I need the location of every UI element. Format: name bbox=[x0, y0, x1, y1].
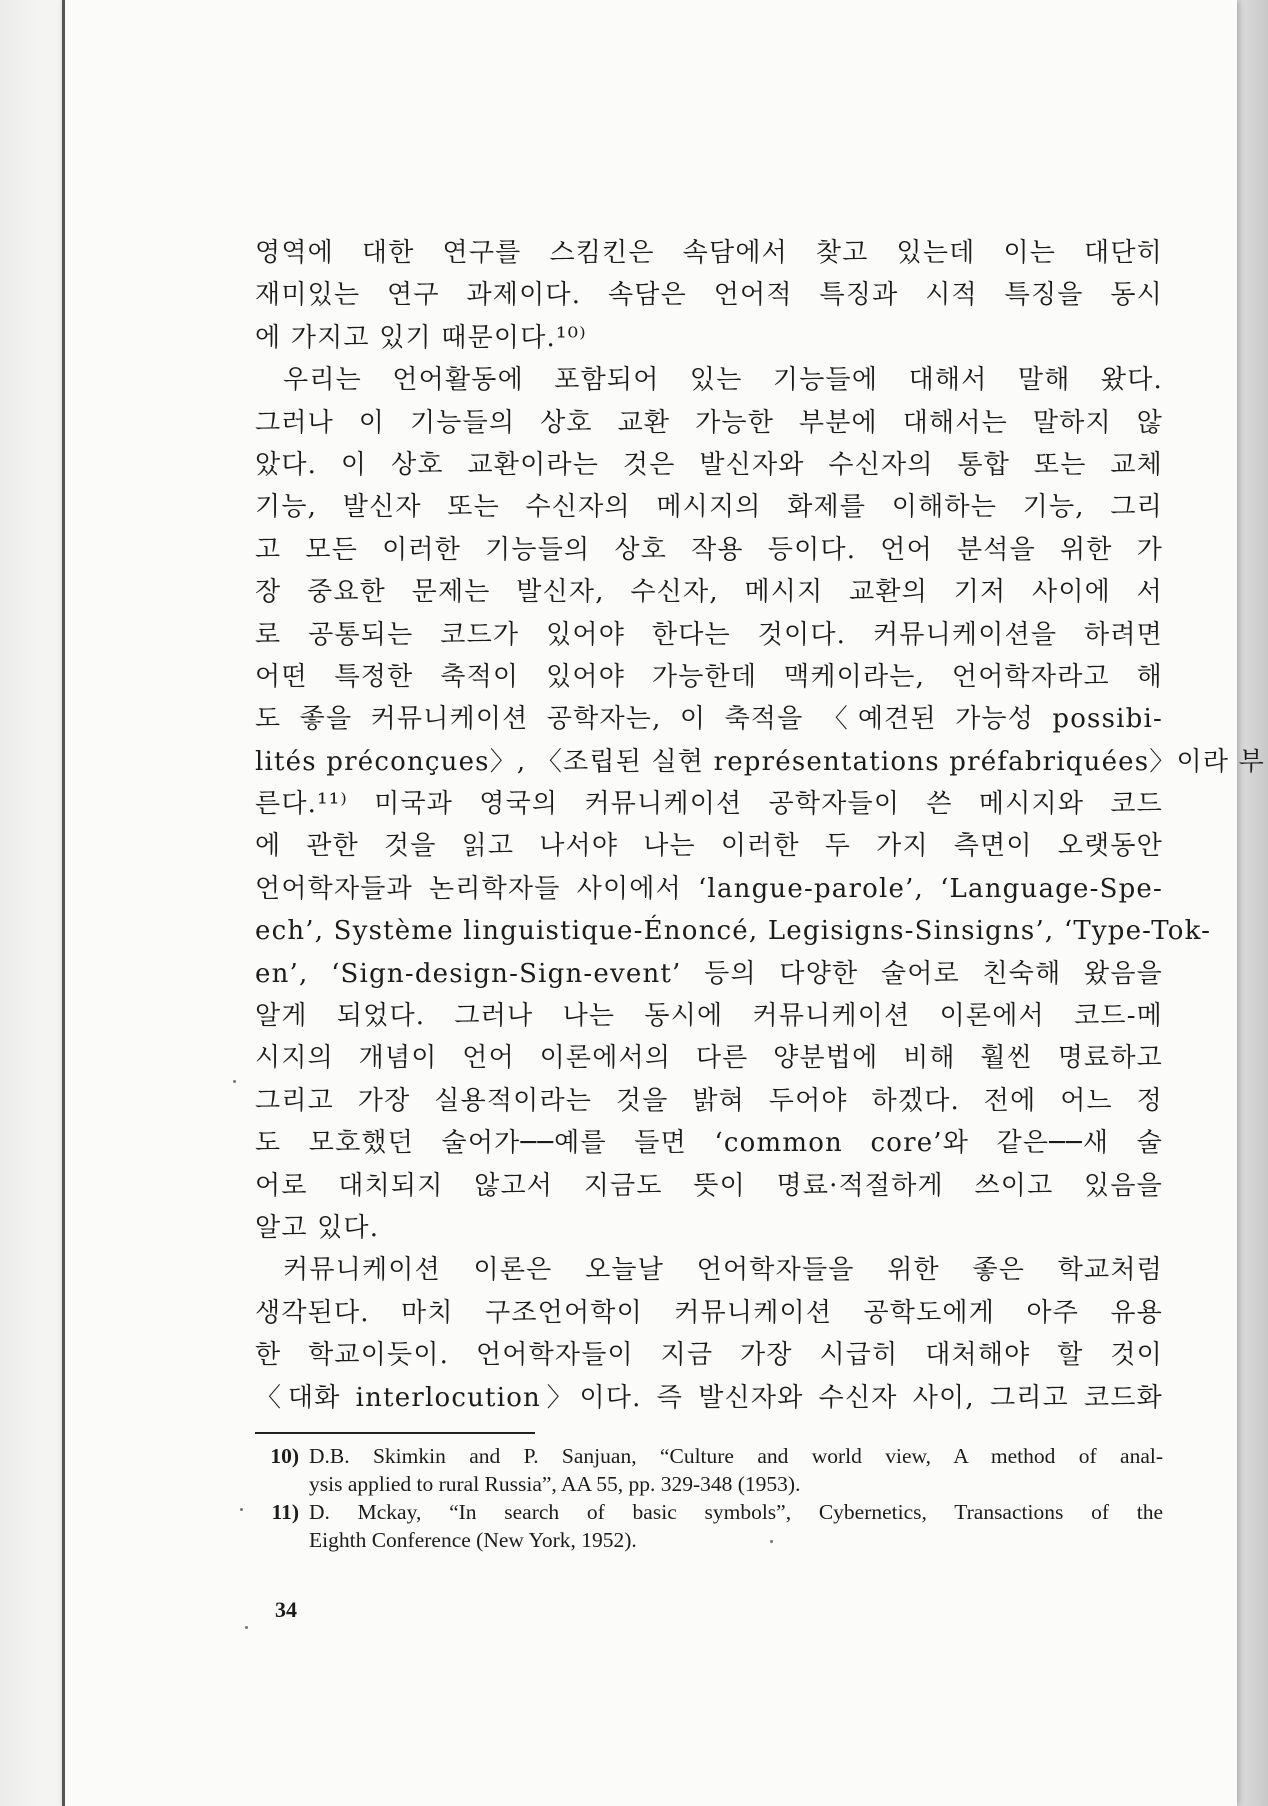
body-line: 어로 대치되지 않고서 지금도 뜻이 명료·적절하게 쓰이고 있음을 bbox=[255, 1170, 1163, 1201]
footnote-line: ysis applied to rural Russia”, AA 55, pp. 329-348 (1953). bbox=[309, 1472, 801, 1496]
body-line: 그리고 가장 실용적이라는 것을 밝혀 두어야 하겠다. 전에 어느 정 bbox=[255, 1085, 1163, 1116]
print-speck bbox=[240, 1508, 243, 1511]
footnote-text bbox=[309, 1442, 1163, 1498]
footnote-line: D.B. Skimkin and P. Sanjuan, “Culture and world view, A method of anal- bbox=[309, 1444, 1163, 1468]
body-line: 장 중요한 문제는 발신자, 수신자, 메시지 교환의 기저 사이에 서 bbox=[255, 577, 1163, 608]
print-speck bbox=[770, 1540, 773, 1543]
body-line: 한 학교이듯이. 언어학자들이 지금 가장 시급히 대처해야 할 것이 bbox=[255, 1340, 1163, 1371]
book-page bbox=[62, 0, 1265, 1806]
body-line: 재미있는 연구 과제이다. 속담은 언어적 특징과 시적 특징을 동시 bbox=[255, 280, 1163, 311]
body-line: 〈대화 interlocution〉이다. 즉 발신자와 수신자 사이, 그리고 코드화 bbox=[255, 1382, 1163, 1413]
body-line: en’, ‘Sign-design-Sign-event’ 등의 다양한 술어로 친숙해 왔음을 bbox=[255, 958, 1163, 989]
footnotes bbox=[255, 1442, 1163, 1554]
body-line: 도 좋을 커뮤니케이션 공학자는, 이 축적을 〈예견된 가능성 possibi- bbox=[255, 704, 1163, 735]
body-line: 았다. 이 상호 교환이라는 것은 발신자와 수신자의 통합 또는 교체 bbox=[255, 449, 1163, 480]
body-line: 로 공통되는 코드가 있어야 한다는 것이다. 커뮤니케이션을 하려면 bbox=[255, 619, 1163, 650]
print-speck bbox=[233, 1080, 236, 1083]
footnote-line: D. Mckay, “In search of basic symbols”, Cybernetics, Transactions of the bbox=[309, 1500, 1163, 1524]
footnote-text bbox=[309, 1498, 1163, 1554]
body-line: 언어학자들과 논리학자들 사이에서 ‘langue-parole’, ‘Language-Spe- bbox=[255, 873, 1163, 904]
body-line: 알고 있다. bbox=[255, 1212, 380, 1243]
body-line: 에 가지고 있기 때문이다.¹⁰⁾ bbox=[255, 322, 587, 353]
body-line: 커뮤니케이션 이론은 오늘날 언어학자들을 위한 좋은 학교처럼 bbox=[283, 1255, 1163, 1286]
body-line: lités préconçues〉, 〈조립된 실현 représentations préfabriquées〉이라 부 bbox=[255, 746, 1265, 777]
body-line: 에 관한 것을 읽고 나서야 나는 이러한 두 가지 측면이 오랫동안 bbox=[255, 831, 1163, 862]
print-speck bbox=[245, 1626, 248, 1629]
footnote-divider bbox=[255, 1432, 535, 1434]
body-line: 도 모호했던 술어가──예를 들면 ‘common core’와 같은──새 술 bbox=[255, 1128, 1163, 1159]
body-line: 기능, 발신자 또는 수신자의 메시지의 화제를 이해하는 기능, 그리 bbox=[255, 492, 1163, 523]
footnote-line: Eighth Conference (New York, 1952). bbox=[309, 1528, 637, 1552]
body-line: 생각된다. 마치 구조언어학이 커뮤니케이션 공학도에게 아주 유용 bbox=[255, 1297, 1163, 1328]
page-number: 34 bbox=[275, 1597, 297, 1622]
footnote-10 bbox=[255, 1442, 1163, 1498]
body-line: 알게 되었다. 그러나 나는 동시에 커뮤니케이션 이론에서 코드-메 bbox=[255, 1001, 1163, 1032]
body-line: 영역에 대한 연구를 스킴킨은 속담에서 찾고 있는데 이는 대단히 bbox=[255, 238, 1163, 268]
footnote-number: 10) bbox=[270, 1444, 299, 1468]
body-line: ech’, Système linguistique-Énoncé, Legisigns-Sinsigns’, ‘Type-Tok- bbox=[255, 916, 1212, 947]
body-line: 우리는 언어활동에 포함되어 있는 기능들에 대해서 말해 왔다. bbox=[283, 365, 1163, 396]
footnote-11 bbox=[255, 1498, 1163, 1554]
body-text bbox=[255, 232, 1265, 1419]
body-line: 른다.¹¹⁾ 미국과 영국의 커뮤니케이션 공학자들이 쓴 메시지와 코드 bbox=[255, 789, 1163, 820]
body-line: 고 모든 이러한 기능들의 상호 작용 등이다. 언어 분석을 위한 가 bbox=[255, 534, 1163, 565]
body-line: 그러나 이 기능들의 상호 교환 가능한 부분에 대해서는 말하지 않 bbox=[255, 407, 1163, 438]
body-line: 어떤 특정한 축적이 있어야 가능한데 맥케이라는, 언어학자라고 해 bbox=[255, 661, 1163, 692]
footnote-number: 11) bbox=[271, 1500, 299, 1524]
body-line: 시지의 개념이 언어 이론에서의 다른 양분법에 비해 훨씬 명료하고 bbox=[255, 1043, 1163, 1074]
